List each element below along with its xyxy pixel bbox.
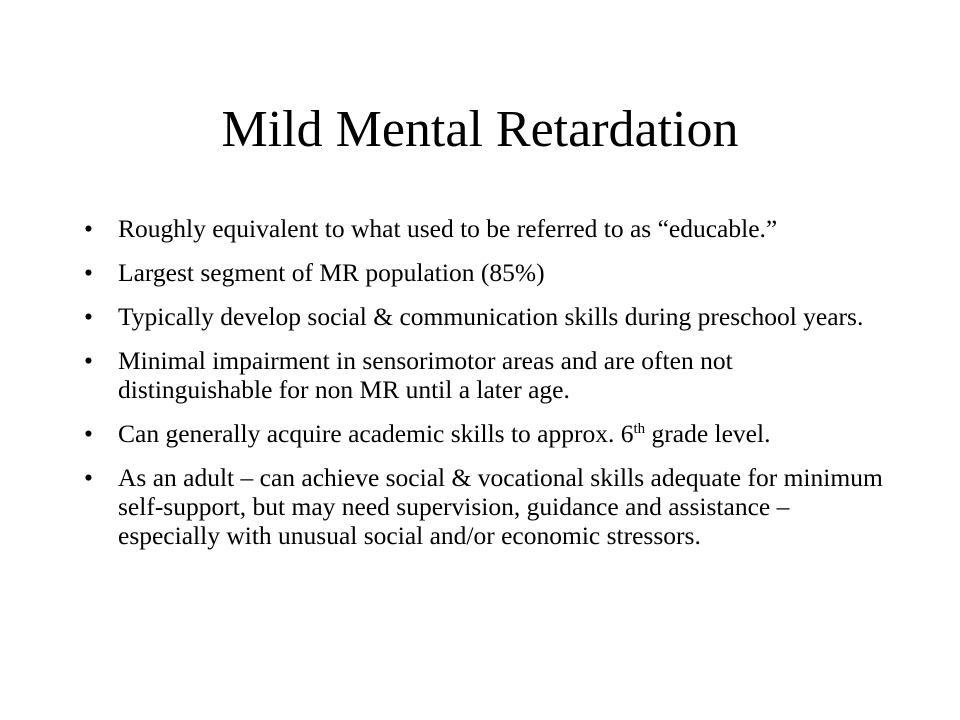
bullet-dot-icon: • (84, 302, 93, 331)
bullet-dot-icon: • (84, 258, 93, 287)
bullet-item-1 (84, 214, 884, 243)
bullet-item-6 (84, 463, 884, 550)
ordinal-superscript: th (633, 421, 646, 437)
bullet-item-5 (84, 419, 884, 448)
bullet-dot-icon: • (84, 419, 93, 448)
bullet-text-3: Typically develop social & communication skills during preschool years. (118, 302, 864, 331)
bullet-item-2 (84, 258, 884, 287)
bullet-list (84, 214, 884, 550)
bullet-text-5-before: Can generally acquire academic skills to approx. 6 (118, 419, 634, 448)
bullet-text-5-after: grade level. (645, 419, 771, 448)
slide-title: Mild Mental Retardation (221, 101, 739, 158)
bullet-text-2: Largest segment of MR population (85%) (118, 258, 545, 287)
bullet-dot-icon: • (84, 463, 93, 492)
bullet-text-4: Minimal impairment in sensorimotor areas and are often not distinguishable for non MR until a later age. (118, 346, 733, 404)
bullet-item-4 (84, 346, 884, 404)
bullet-text-6: As an adult – can achieve social & vocational skills adequate for minimum self-support, but may need supervision, guidance and assistance – especially with unusual social and/or economic stressors. (118, 463, 883, 550)
bullet-item-3 (84, 302, 884, 331)
bullet-text-1: Roughly equivalent to what used to be referred to as “educable.” (118, 214, 778, 243)
bullet-dot-icon: • (84, 214, 93, 243)
bullet-dot-icon: • (84, 346, 93, 375)
